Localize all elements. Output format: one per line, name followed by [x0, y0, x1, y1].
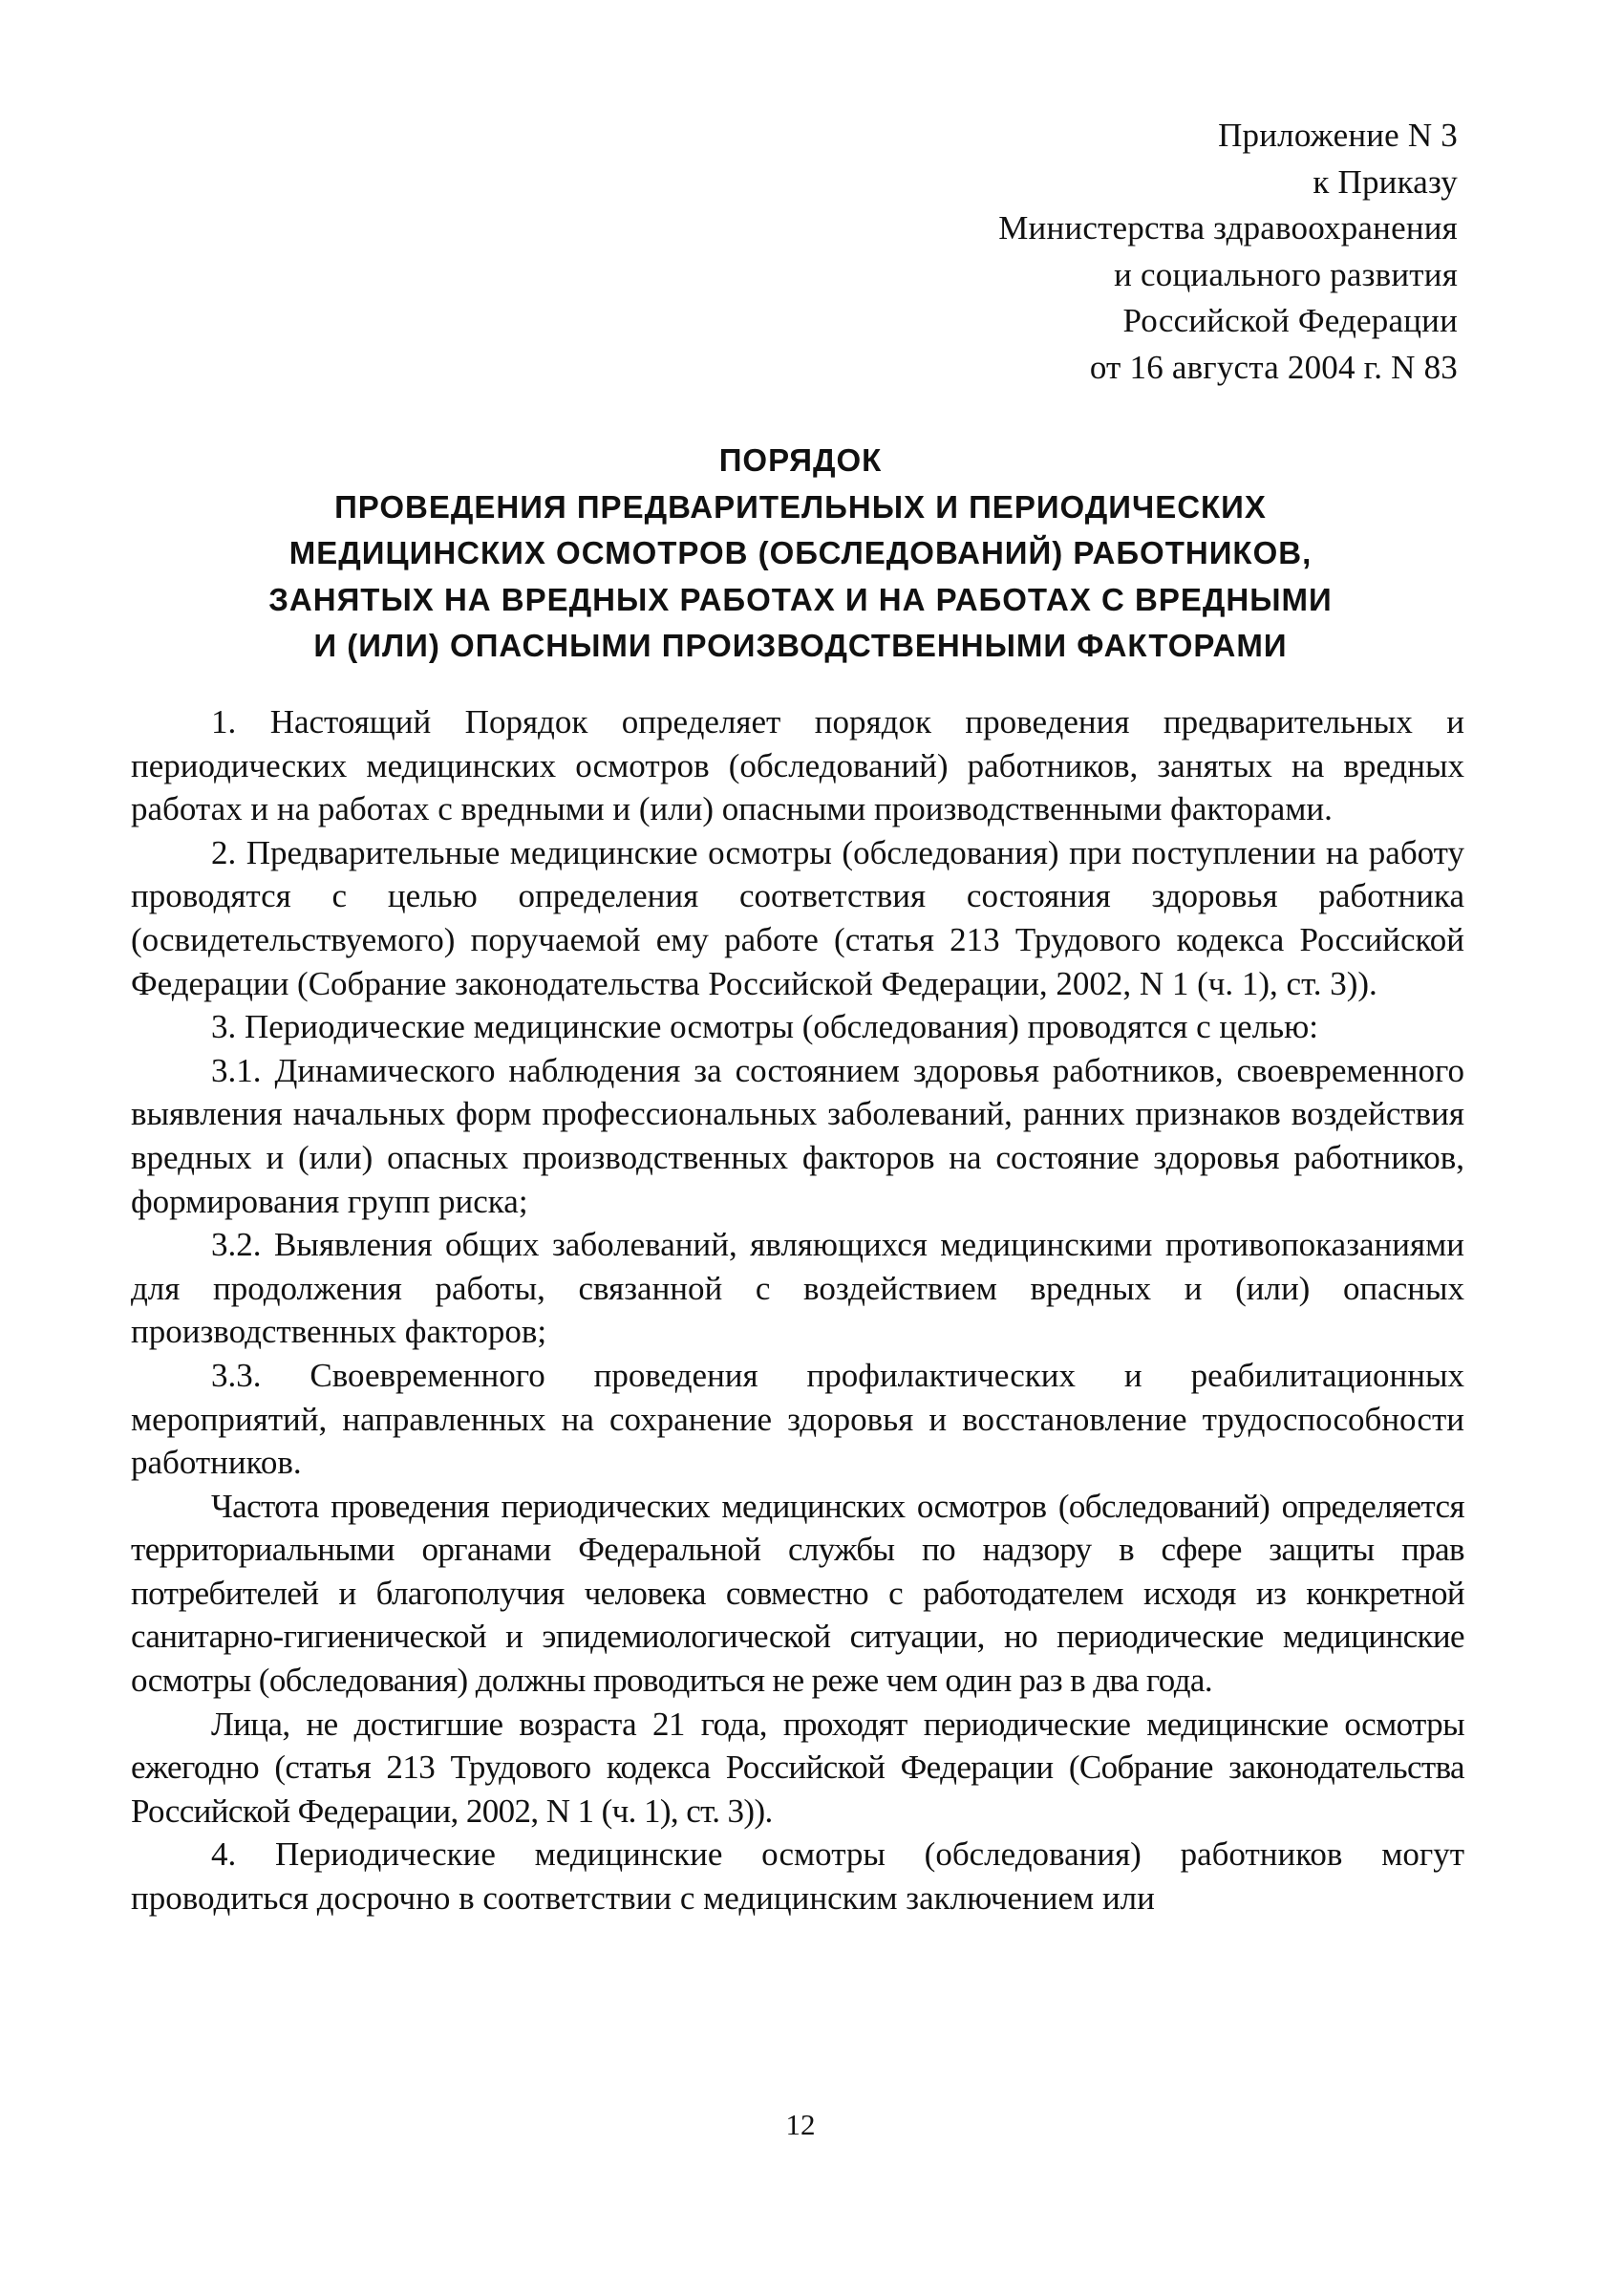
appendix-line: Министерства здравоохранения [998, 209, 1458, 247]
document-title [143, 438, 1458, 670]
appendix-line: от 16 августа 2004 г. N 83 [1089, 348, 1458, 386]
appendix-line: и социального развития [1114, 255, 1458, 293]
appendix-line: к Приказу [1313, 162, 1458, 201]
paragraph-4: 4. Периодические медицинские осмотры (обследования) работников могут проводиться досрочно в соответствии с медицинским заключением или [131, 1835, 1464, 1918]
appendix-line: Российской Федерации [1122, 302, 1458, 339]
title-line: ПОРЯДОК [718, 442, 883, 478]
paragraph-3-2: 3.2. Выявления общих заболеваний, являющихся медицинскими противопоказаниями для продолжения работы, связанной с воздействием вредных и (или) опасных производственных факторов; [131, 1226, 1464, 1351]
paragraph-under-21: Лица, не достигшие возраста 21 года, проходят периодические медицинские осмотры ежегодно (статья 213 Трудового кодекса Российской Федерации (Собрание законодательства Российской Федерации, 2002, N 1 (ч. 1), ст. 3)). [131, 1705, 1464, 1830]
title-line: МЕДИЦИНСКИХ ОСМОТРОВ (ОБСЛЕДОВАНИЙ) РАБОТНИКОВ, [288, 535, 1313, 570]
appendix-line: Приложение N 3 [1218, 117, 1458, 154]
paragraph-3: 3. Периодические медицинские осмотры (обследования) проводятся с целью: [211, 1008, 1318, 1046]
paragraph-1: 1. Настоящий Порядок определяет порядок проведения предварительных и периодических медицинских осмотров (обследований) работников, занятых на вредных работах и на работах с вредными и (или) опасными производственными факторами. [131, 703, 1464, 828]
paragraph-3-3: 3.3. Своевременного проведения профилактических и реабилитационных мероприятий, направленных на сохранение здоровья и восстановление трудоспособности работников. [131, 1356, 1464, 1482]
title-line: И (ИЛИ) ОПАСНЫМИ ПРОИЗВОДСТВЕННЫМИ ФАКТОРАМИ [313, 628, 1288, 663]
paragraph-3-1: 3.1. Динамического наблюдения за состоянием здоровья работников, своевременного выявления начальных форм профессиональных заболеваний, ранних признаков воздействия вредных и (или) опасных производственных факторов на состояние здоровья работников, формирования групп риска; [131, 1051, 1464, 1220]
document-body [131, 700, 1464, 1920]
title-line: ПРОВЕДЕНИЯ ПРЕДВАРИТЕЛЬНЫХ И ПЕРИОДИЧЕСКИХ [334, 488, 1267, 525]
title-line: ЗАНЯТЫХ НА ВРЕДНЫХ РАБОТАХ И НА РАБОТАХ С ВРЕДНЫМИ [268, 581, 1333, 617]
page-number: 12 [785, 2108, 816, 2141]
paragraph-frequency: Частота проведения периодических медицинских осмотров (обследований) определяется территориальными органами Федеральной службы по надзору в сфере защиты прав потребителей и благополучия человека совместно с работодателем исходя из конкретной санитарно-гигиенической и эпидемиологической ситуации, но периодические медицинские осмотры (обследования) должны проводиться не реже чем один раз в два года. [131, 1487, 1464, 1700]
paragraph-2: 2. Предварительные медицинские осмотры (обследования) при поступлении на работу проводятся с целью определения соответствия состояния здоровья работника (освидетельствуемого) поручаемой ему работе (статья 213 Трудового кодекса Российской Федерации (Собрание законодательства Российской Федерации, 2002, N 1 (ч. 1), ст. 3)). [131, 833, 1464, 1002]
appendix-header [998, 113, 1458, 391]
